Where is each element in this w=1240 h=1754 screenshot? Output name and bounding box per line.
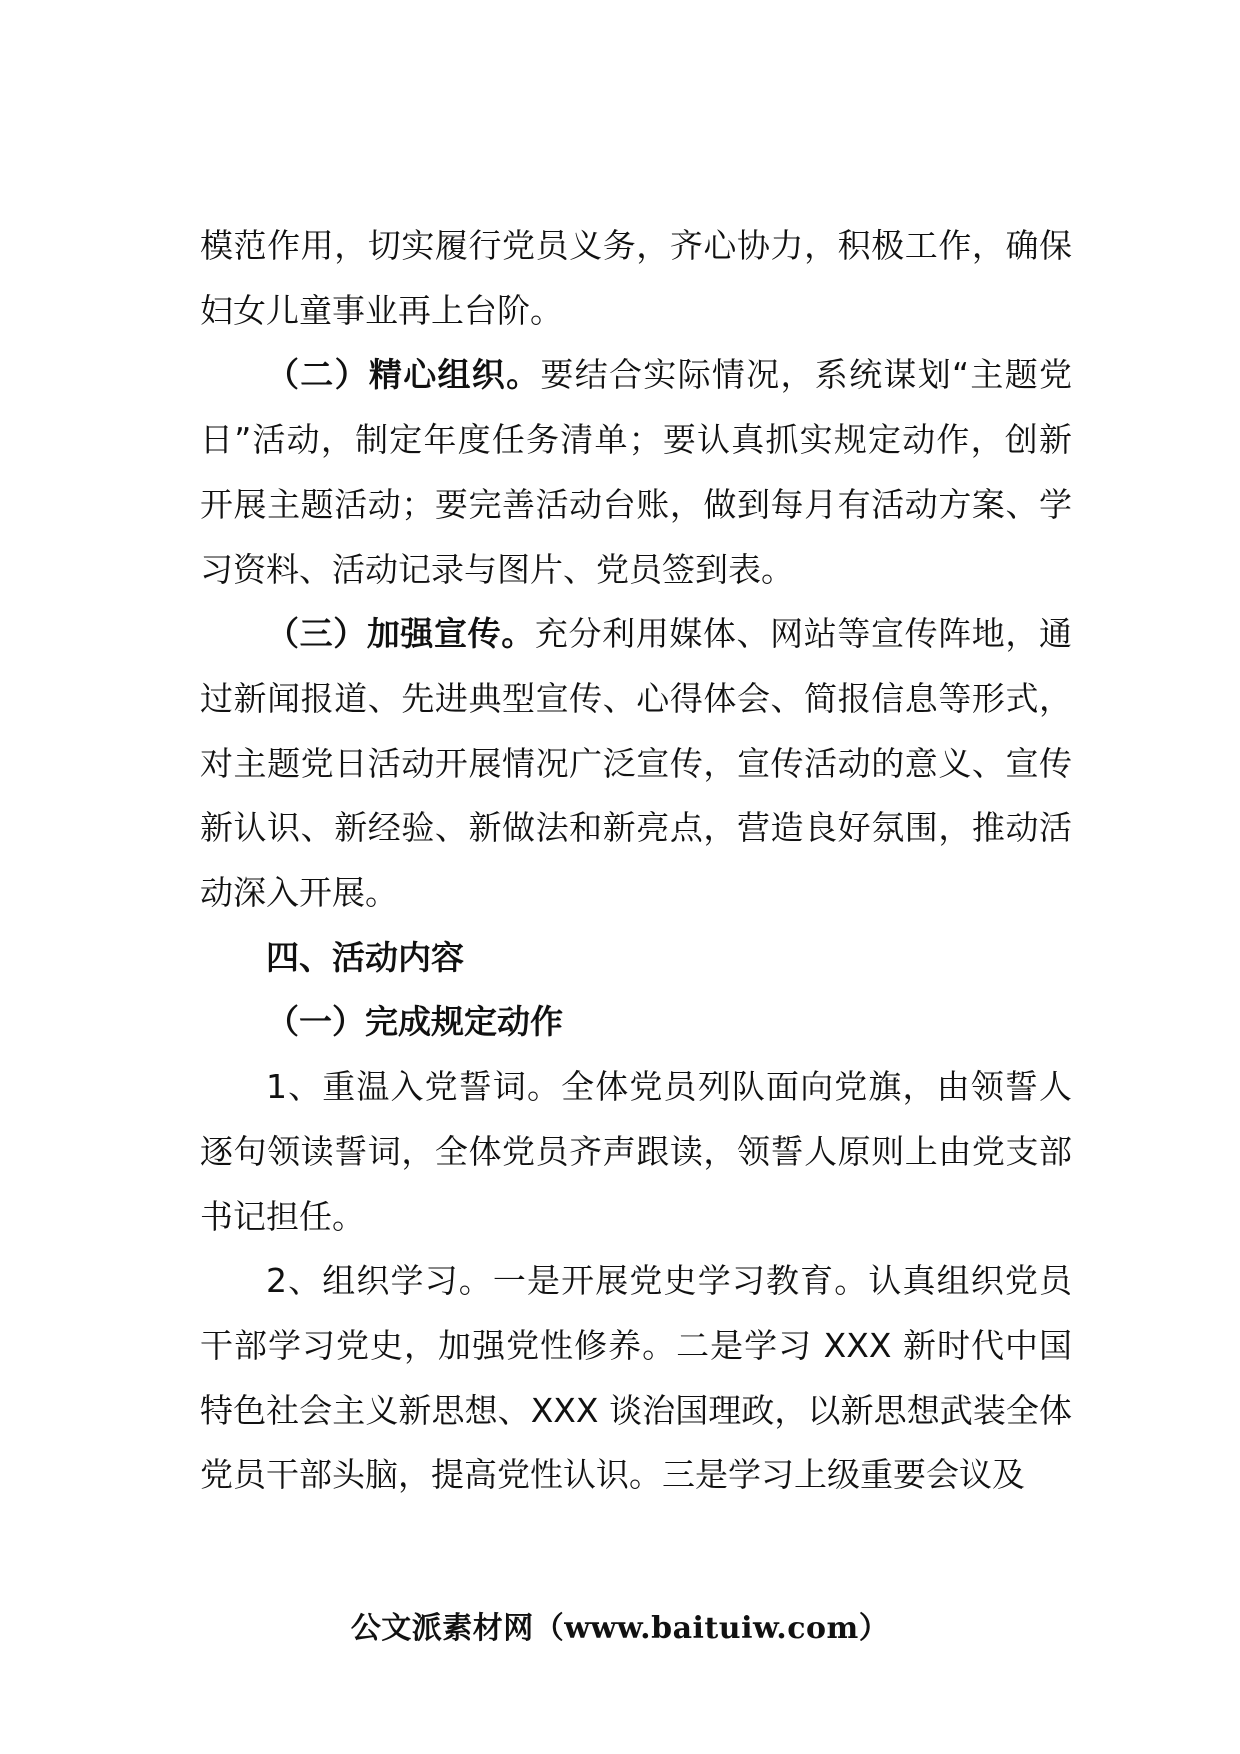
paragraph-continuation: 模范作用，切实履行党员义务，齐心协力，积极工作，确保妇女儿童事业再上台阶。 (200, 226, 1072, 330)
paragraph-study: 2、组织学习。一是开展党史学习教育。认真组织党员干部学习党史，加强党性修养。二是学习 XXX 新时代中国特色社会主义新思想、XXX 谈治国理政，以新思想武装全体党员干部头脑，提高党性认识。三是学习上级重要会议及 (200, 1261, 1072, 1495)
footer-watermark: 公文派素材网（www.baituiw.com） (350, 1611, 890, 1646)
paragraph-body-organize: 要结合实际情况，系统谋划“主题党日”活动，制定年度任务清单；要认真抓实规定动作，创新开展主题活动；要完善活动台账，做到每月有活动方案、学习资料、活动记录与图片、党员签到表。 (200, 355, 1072, 589)
paragraph-body-publicity: 充分利用媒体、网站等宣传阵地，通过新闻报道、先进典型宣传、心得体会、简报信息等形式，对主题党日活动开展情况广泛宣传，宣传活动的意义、宣传新认识、新经验、新做法和新亮点，营造良好氛围，推动活动深入开展。 (200, 614, 1073, 913)
paragraph-publicity (200, 602, 1072, 926)
subsection-heading-required-actions: （一）完成规定动作 (266, 1002, 563, 1042)
paragraph-lead-publicity: （三）加强宣传。 (266, 614, 535, 654)
document-body (200, 214, 1072, 1508)
paragraph-oath: 1、重温入党誓词。全体党员列队面向党旗，由领誓人逐句领读誓词，全体党员齐声跟读，领誓人原则上由党支部书记担任。 (200, 1067, 1072, 1236)
paragraph-lead-organize: （二）精心组织。 (266, 355, 541, 395)
section-heading-activity-content: 四、活动内容 (266, 937, 464, 977)
paragraph-organize (200, 343, 1072, 602)
